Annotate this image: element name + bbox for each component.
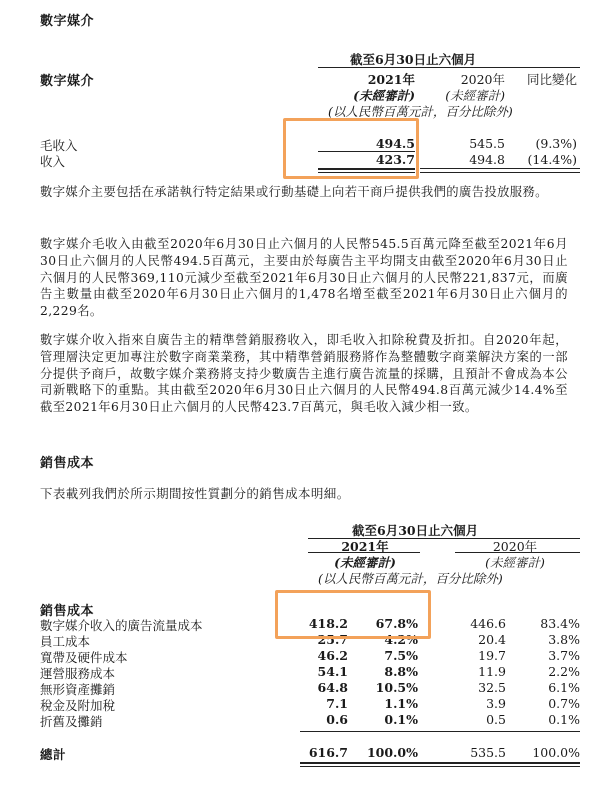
table2-double-rule (300, 762, 580, 764)
cost-section-title: 銷售成本 (40, 456, 95, 471)
percent-2021: 1.1% (384, 696, 418, 711)
table1-row-label-header: 數字媒介 (40, 74, 95, 89)
table1-unaudited-2020: (未經審計) (445, 88, 505, 103)
table2-unaudited-2021: (未經審計) (334, 555, 396, 570)
row-label: 毛收入 (40, 138, 78, 153)
value-2020: 494.8 (469, 152, 505, 167)
table2-row (40, 712, 580, 728)
percent-2020: 83.4% (540, 616, 580, 631)
value-2020: 545.5 (469, 136, 505, 151)
amount-2020: 0.5 (486, 712, 506, 727)
percent-2021: 10.5% (375, 680, 418, 695)
table2-col-2021: 2021年 (341, 539, 389, 554)
paragraph: 數字媒介主要包括在承諾執行特定結果或行動基礎上向若干商戶提供我們的廣告投放服務。 (40, 185, 548, 199)
paragraph: 數字媒介收入指來自廣告主的精準營銷服務收入，即毛收入扣除稅費及折扣。自2020年起，管理層決定更加專注於數字商業業務，其中精準營銷服務將作為整體數字商業解決方案的一部分提供予商戶，故數字媒介業務將支持少數廣告主進行廣告流量的採購，且預計不會成為本公司新戰略下的重點。其由截至2020年6月30日止六個月的人民幣494.8百萬元減少14.4%至截至2021年6月30日止六個月的人民幣423.7百萬元，與毛收入減少相一致。 (40, 333, 568, 415)
highlight-box (283, 118, 419, 179)
percent-2020: 3.8% (548, 632, 580, 647)
value-change: (14.4%) (527, 152, 577, 167)
amount-2021: 64.8 (317, 680, 348, 695)
value-change: (9.3%) (535, 136, 577, 151)
table1-rule (505, 172, 580, 173)
percent-2021: 67.8% (375, 616, 418, 631)
row-label: 數字媒介收入的廣告流量成本 (40, 618, 203, 633)
row-label: 員工成本 (40, 634, 91, 649)
percent-2021: 4.2% (384, 632, 418, 647)
row-label: 稅金及附加稅 (40, 698, 116, 713)
table2-col-2020: 2020年 (492, 539, 538, 554)
table2-row (40, 648, 580, 664)
table2-total-row (40, 745, 580, 761)
total-percent-2020: 100.0% (532, 745, 580, 760)
table2-group-label: 銷售成本 (40, 604, 95, 619)
total-label: 總計 (40, 747, 67, 762)
table1-col-2021: 2021年 (367, 72, 415, 87)
amount-2021: 0.6 (326, 712, 348, 727)
amount-2020: 32.5 (478, 680, 506, 695)
table2-period-header: 截至6月30日止六個月 (352, 523, 479, 538)
amount-2020: 446.6 (470, 616, 506, 631)
percent-2020: 0.1% (548, 712, 580, 727)
amount-2020: 20.4 (478, 632, 506, 647)
total-amount-2021: 616.7 (308, 745, 348, 760)
row-label: 寬帶及硬件成本 (40, 650, 128, 665)
value-2021: 423.7 (375, 152, 415, 167)
table1-rule (420, 168, 505, 169)
row-label: 收入 (40, 154, 66, 169)
amount-2021: 46.2 (317, 648, 348, 663)
highlight-box (275, 590, 431, 639)
amount-2020: 3.9 (486, 696, 506, 711)
table2-subtotal-rule (300, 731, 580, 732)
amount-2021: 7.1 (326, 696, 348, 711)
percent-2021: 8.8% (384, 664, 418, 679)
amount-2021: 25.7 (317, 632, 348, 647)
amount-2020: 11.9 (478, 664, 506, 679)
table1-unit-note: (以人民幣百萬元計，百分比除外) (328, 104, 513, 119)
table1-header-rule (318, 67, 580, 68)
table1-col-2020: 2020年 (460, 72, 505, 87)
value-2021: 494.5 (375, 136, 415, 151)
table2-unaudited-2020: (未經審計) (485, 555, 545, 570)
table2-double-rule (300, 766, 580, 767)
percent-2020: 3.7% (548, 648, 580, 663)
percent-2020: 2.2% (548, 664, 580, 679)
total-percent-2021: 100.0% (366, 745, 418, 760)
percent-2021: 7.5% (384, 648, 418, 663)
paragraph: 數字媒介毛收入由截至2020年6月30日止六個月的人民幣545.5百萬元降至截至2021年6月30日止六個月的人民幣494.5百萬元，主要由於每廣告主平均開支由截至2020年6月30日止六個月的人民幣369,110元減少至截至2021年6月30日止六個月的人民幣221,837元，而廣告主數量由截至2020年6月30日止六個月的1,478名增至截至2021年6月30日止六個月的2,229名。 (40, 237, 568, 319)
row-label: 折舊及攤銷 (40, 714, 103, 729)
table2-unit-note: (以人民幣百萬元計，百分比除外) (318, 571, 503, 586)
row-label: 運營服務成本 (40, 666, 116, 681)
percent-2020: 6.1% (548, 680, 580, 695)
table1-rule (505, 168, 580, 169)
amount-2021: 54.1 (317, 664, 348, 679)
percent-2021: 0.1% (384, 712, 418, 727)
table1-col-change: 同比變化 (526, 72, 577, 87)
section-title: 數字媒介 (40, 14, 95, 29)
percent-2020: 0.7% (548, 696, 580, 711)
table1-period-header: 截至6月30日止六個月 (350, 52, 477, 67)
table2-row (40, 696, 580, 712)
total-amount-2020: 535.5 (470, 745, 506, 760)
table1-unaudited-2021: (未經審計) (353, 88, 415, 103)
table2-row (40, 680, 580, 696)
amount-2021: 418.2 (308, 616, 348, 631)
table2-row (40, 664, 580, 680)
table1-rule (420, 172, 505, 173)
amount-2020: 19.7 (478, 648, 506, 663)
cost-intro: 下表載列我們於所示期間按性質劃分的銷售成本明細。 (40, 486, 350, 501)
row-label: 無形資產攤銷 (40, 682, 116, 697)
